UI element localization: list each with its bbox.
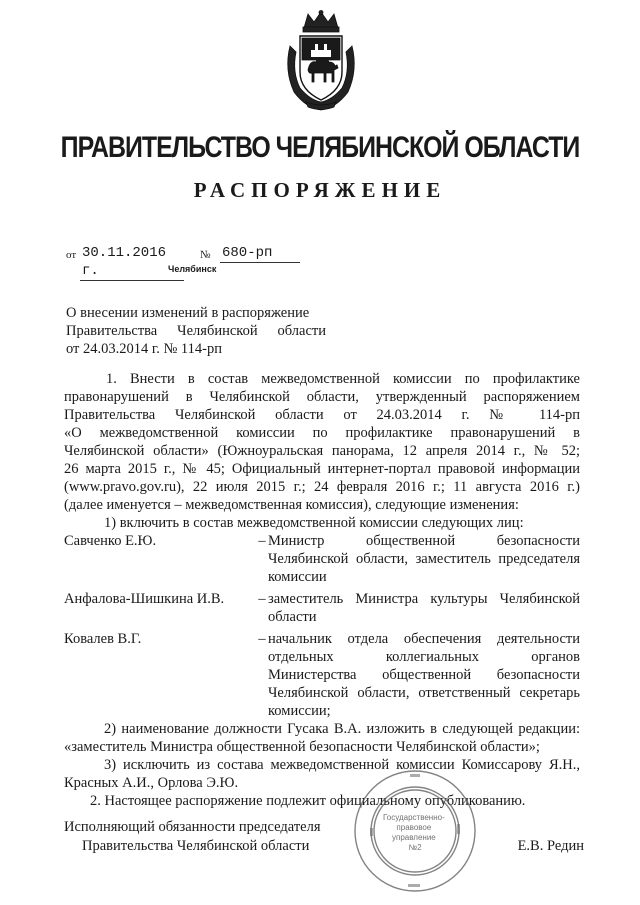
- member-name: Ковалев В.Г.: [64, 631, 142, 647]
- document-type: РАСПОРЯЖЕНИЕ: [193, 178, 447, 202]
- document-subject: [66, 304, 326, 358]
- subject-line: от 24.03.2014 г. № 114-рп: [66, 341, 222, 357]
- member-role-line: области: [268, 609, 317, 625]
- paragraph-1-line: 1. Внести в состав межведомственной комиссии по профилактике: [106, 371, 580, 387]
- document-body: [64, 370, 580, 810]
- paragraph-1-line: Правительства Челябинской области от 24.03.2014 г. № 114-рп: [64, 407, 580, 423]
- member-role-line: Челябинской области, ответственный секретарь: [268, 685, 580, 701]
- signature-block: [64, 818, 584, 856]
- paragraph-1-line: правонарушений в Челябинской области, утвержденный распоряжением: [64, 389, 580, 405]
- member-dash: –: [258, 631, 266, 647]
- members-list: [64, 532, 580, 720]
- member-role-line: отдельных коллегиальных органов: [268, 649, 580, 665]
- signatory-name: Е.В. Редин: [517, 838, 584, 854]
- member-dash: –: [258, 591, 266, 607]
- member-role-line: Министерства общественной безопасности: [268, 667, 580, 683]
- number-label: №: [200, 249, 211, 261]
- document-date: 30.11.2016 г.: [80, 244, 184, 281]
- paragraph-2-text: 2. Настоящее распоряжение подлежит официальному опубликованию.: [90, 793, 526, 809]
- subject-line: О внесении изменений в распоряжение: [66, 305, 310, 321]
- member-dash: –: [258, 533, 266, 549]
- subject-line: Правительства Челябинской области: [66, 323, 326, 339]
- issue-city: Челябинск: [168, 264, 217, 274]
- member-role: [268, 532, 580, 586]
- item-1-text: 1) включить в состав межведомственной комиссии следующих лиц:: [104, 515, 524, 531]
- member-name: Савченко Е.Ю.: [64, 533, 157, 549]
- member-role-line: заместитель Министра культуры Челябинской: [268, 591, 580, 607]
- item-3-line: Красных А.И., Орлова Э.Ю.: [64, 775, 239, 791]
- member-role: [268, 630, 580, 720]
- member-row: [64, 630, 580, 720]
- stamp-text: Государственно- правовое управление №2: [382, 813, 445, 852]
- paragraph-1-line: (www.pravo.gov.ru), 22 июля 2015 г.; 24 февраля 2016 г.; 11 августа 2016 г.): [64, 479, 580, 495]
- member-role-line: Министр общественной безопасности: [268, 533, 580, 549]
- member-role-line: начальник отдела обеспечения деятельности: [268, 631, 580, 647]
- item-2-line: 2) наименование должности Гусака В.А. изложить в следующей редакции:: [104, 721, 580, 737]
- signatory-position: Исполняющий обязанности председателя: [64, 819, 321, 835]
- member-row: [64, 590, 580, 626]
- member-role-line: комиссии: [268, 569, 327, 585]
- paragraph-1-line: «О межведомственной комиссии по профилактике правонарушений в: [64, 425, 580, 441]
- paragraph-1-line: (далее именуется – межведомственная комиссия), следующие изменения:: [64, 497, 519, 513]
- coat-of-arms-icon: [282, 10, 360, 112]
- item-2-line: «заместитель Министра общественной безопасности Челябинской области»;: [64, 739, 540, 755]
- item-3-line: 3) исключить из состава межведомственной комиссии Комиссарову Я.Н.,: [104, 757, 580, 773]
- date-label: от: [66, 249, 77, 261]
- member-name: Анфалова-Шишкина И.В.: [64, 591, 225, 607]
- document-number: 680-рп: [220, 244, 300, 263]
- member-row: [64, 532, 580, 586]
- paragraph-1-line: Челябинской области» (Южноуральская панорама, 12 апреля 2014 г., № 52;: [64, 443, 580, 459]
- organization-title: ПРАВИТЕЛЬСТВО ЧЕЛЯБИНСКОЙ ОБЛАСТИ: [60, 131, 580, 164]
- member-role-line: Челябинской области, заместитель председателя: [268, 551, 580, 567]
- paragraph-1-line: 26 марта 2015 г., № 45; Официальный интернет-портал правовой информации: [64, 461, 580, 477]
- signatory-organization: Правительства Челябинской области: [82, 838, 310, 854]
- member-role-line: комиссии;: [268, 703, 331, 719]
- member-role: [268, 590, 580, 626]
